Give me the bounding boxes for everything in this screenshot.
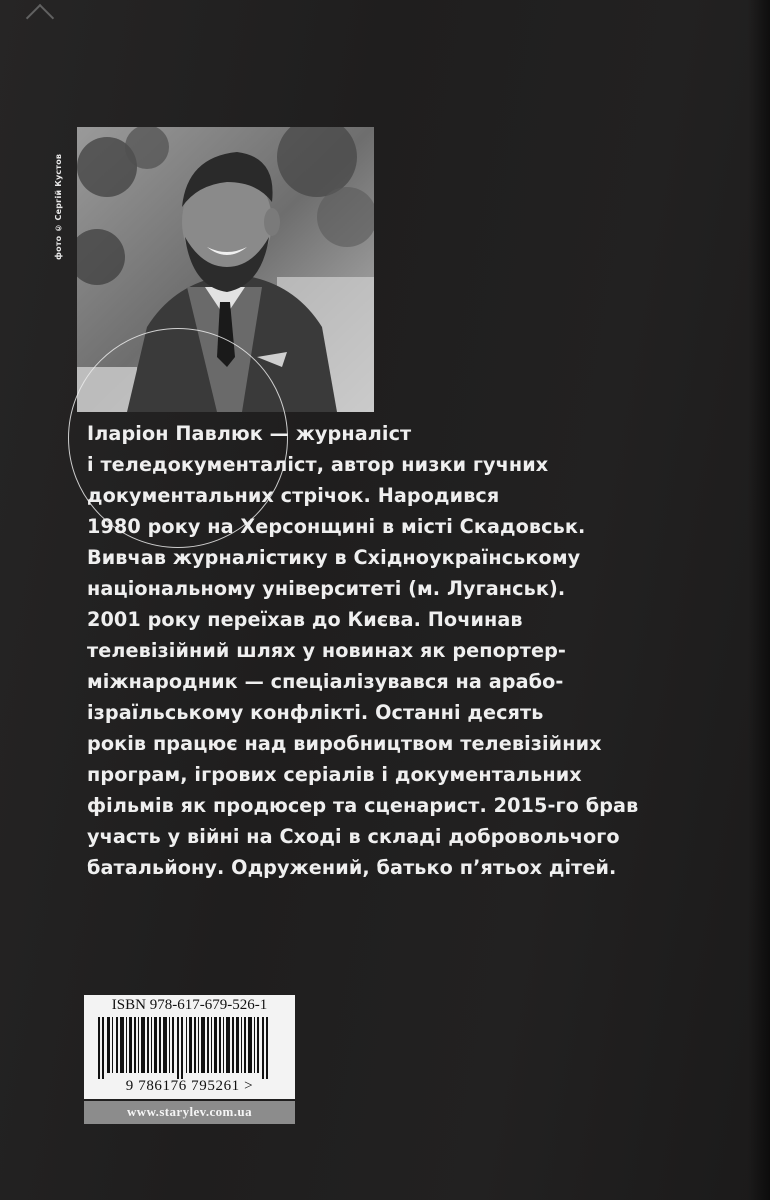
bio-line: документальних стрічок. Народився	[87, 484, 500, 507]
bio-line: і теледокументаліст, автор низки гучних	[87, 453, 549, 476]
bio-line: участь у війні на Сході в складі добровольчого	[87, 825, 620, 848]
spine-shadow	[748, 0, 770, 1200]
bio-line: програм, ігрових серіалів і документальних	[87, 763, 582, 786]
bio-line: ізраїльському конфлікті. Останні десять	[87, 701, 544, 724]
author-photo	[77, 127, 374, 412]
isbn-number: ISBN 978-617-679-526-1	[111, 997, 268, 1013]
photo-credit: фото © Сергій Кустов	[54, 153, 63, 260]
bio-line: 1980 року на Херсонщині в місті Скадовськ.	[87, 515, 586, 538]
bio-line: Іларіон Павлюк — журналіст	[87, 422, 412, 445]
barcode-digits: 9 786176 795261 >	[125, 1078, 254, 1094]
isbn-barcode	[84, 995, 295, 1099]
bio-line: національному університеті (м. Луганськ).	[87, 577, 566, 600]
bio-line: 2001 року переїхав до Києва. Починав	[87, 608, 523, 631]
website-url: www.starylev.com.ua	[127, 1104, 252, 1119]
bio-line: телевізійний шлях у новинах як репортер-	[87, 639, 566, 662]
website-banner	[84, 1101, 295, 1124]
bio-line: міжнародник — спеціалізувався на арабо-	[87, 670, 564, 693]
barcode-icon	[92, 1017, 287, 1079]
bio-line: батальйону. Одружений, батько п’ятьох дітей.	[87, 856, 617, 879]
bio-line: Вивчав журналістику в Східноукраїнському	[87, 546, 581, 569]
author-bio	[87, 418, 707, 883]
bio-line: фільмів як продюсер та сценарист. 2015-го брав	[87, 794, 639, 817]
bio-line: років працює над виробництвом телевізійних	[87, 732, 602, 755]
